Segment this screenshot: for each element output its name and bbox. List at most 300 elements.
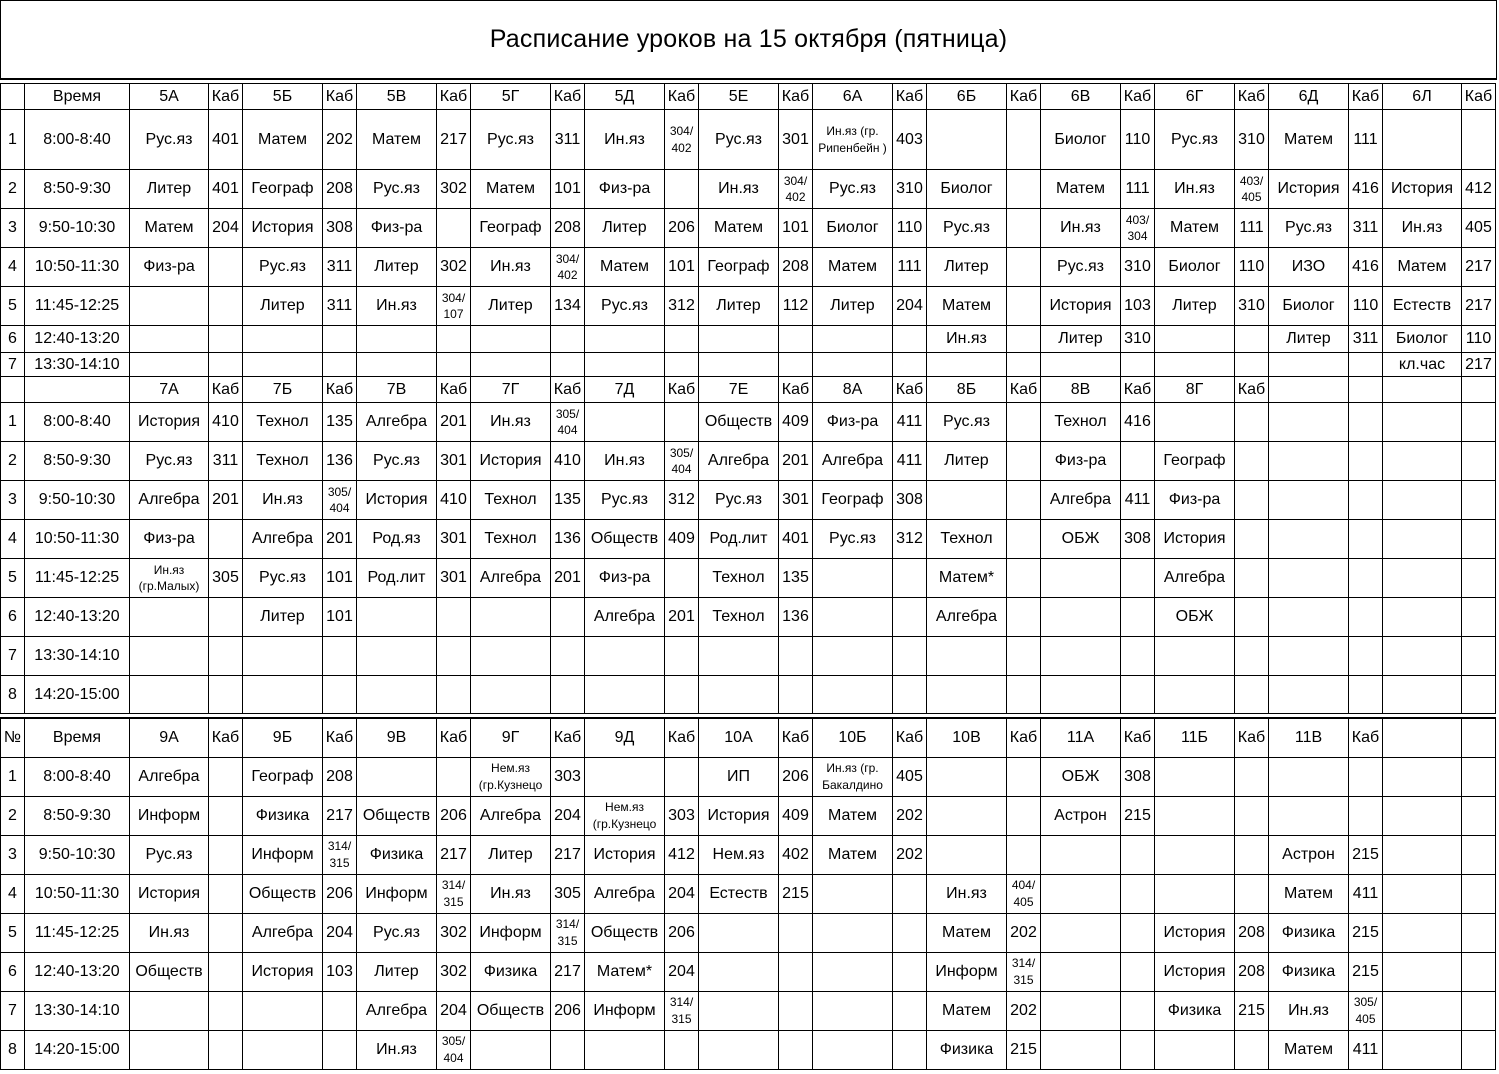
room-cell (779, 991, 813, 1030)
subject-cell: 7Б (243, 377, 323, 403)
subject-cell: 5Б (243, 84, 323, 110)
room-cell (1462, 637, 1496, 676)
room-cell: Каб (323, 718, 357, 757)
subject-cell: Ин.яз (585, 442, 665, 481)
subject-cell: ОБЖ (1041, 757, 1121, 796)
room-cell: 204 (665, 952, 699, 991)
room-cell: 304/ 107 (437, 287, 471, 326)
subject-cell: Матем (1269, 874, 1349, 913)
room-cell: Каб (779, 718, 813, 757)
subject-cell: 10А (699, 718, 779, 757)
subject-cell: Литер (927, 248, 1007, 287)
room-cell: 110 (1121, 110, 1155, 170)
subject-cell: 8Г (1155, 377, 1235, 403)
subject-cell: Рус.яз (813, 170, 893, 209)
room-cell (1007, 209, 1041, 248)
subject-cell (1155, 874, 1235, 913)
room-cell (1462, 377, 1496, 403)
subject-cell: Физ-ра (357, 209, 437, 248)
room-cell: 401 (209, 110, 243, 170)
room-cell: Каб (779, 84, 813, 110)
room-cell (779, 326, 813, 353)
subject-cell: Алгебра (813, 442, 893, 481)
subject-cell: Рус.яз (130, 835, 209, 874)
room-cell (437, 598, 471, 637)
room-cell: 206 (551, 991, 585, 1030)
schedule-table-grades-5-8 (0, 83, 1496, 714)
subject-cell: Литер (927, 442, 1007, 481)
subject-cell (585, 326, 665, 353)
lesson-number-cell (1, 84, 25, 110)
room-cell: 305 (209, 559, 243, 598)
subject-cell (471, 1030, 551, 1069)
room-cell (1349, 676, 1383, 714)
subject-cell (699, 326, 779, 353)
room-cell: 215 (1349, 952, 1383, 991)
subject-cell (357, 676, 437, 714)
subject-cell (927, 481, 1007, 520)
subject-cell: 5Е (699, 84, 779, 110)
room-cell: 101 (665, 248, 699, 287)
subject-cell: Матем (1155, 209, 1235, 248)
subject-cell (1269, 598, 1349, 637)
room-cell (209, 757, 243, 796)
table-row (1, 952, 1496, 991)
subject-cell (585, 757, 665, 796)
subject-cell: История (1155, 952, 1235, 991)
room-cell (1007, 598, 1041, 637)
room-cell (665, 757, 699, 796)
room-cell (323, 1030, 357, 1069)
subject-cell (1041, 1030, 1121, 1069)
room-cell: Каб (1235, 84, 1269, 110)
time-cell: 11:45-12:25 (25, 559, 130, 598)
room-cell: 217 (1462, 287, 1496, 326)
room-cell (1235, 835, 1269, 874)
room-cell: 204 (893, 287, 927, 326)
room-cell: 101 (779, 209, 813, 248)
room-cell: 301 (779, 110, 813, 170)
room-cell (1349, 520, 1383, 559)
subject-cell: Алгебра (699, 442, 779, 481)
table-row (1, 991, 1496, 1030)
subject-cell: Рус.яз (699, 481, 779, 520)
room-cell (1007, 326, 1041, 353)
subject-cell (1155, 796, 1235, 835)
room-cell (893, 874, 927, 913)
room-cell: 305/ 405 (1349, 991, 1383, 1030)
subject-cell (471, 353, 551, 377)
subject-cell: Алгебра (471, 796, 551, 835)
subject-cell (699, 913, 779, 952)
subject-cell (585, 403, 665, 442)
room-cell: 103 (1121, 287, 1155, 326)
subject-cell: 8В (1041, 377, 1121, 403)
schedule-table-grades-9-11 (0, 717, 1496, 1070)
room-cell (1462, 718, 1496, 757)
subject-cell: Матем (1041, 170, 1121, 209)
room-cell: 302 (437, 952, 471, 991)
time-cell: 8:50-9:30 (25, 170, 130, 209)
subject-cell: Физика (357, 835, 437, 874)
subject-cell (1041, 559, 1121, 598)
room-cell (779, 637, 813, 676)
subject-cell: Технол (1041, 403, 1121, 442)
room-cell (209, 520, 243, 559)
subject-cell (130, 991, 209, 1030)
time-cell: 9:50-10:30 (25, 209, 130, 248)
table-row (1, 84, 1496, 110)
subject-cell (1269, 676, 1349, 714)
subject-cell (130, 287, 209, 326)
subject-cell: Рус.яз (243, 248, 323, 287)
room-cell (665, 326, 699, 353)
subject-cell: Ин.яз (585, 110, 665, 170)
room-cell (1235, 874, 1269, 913)
subject-cell: История (1155, 913, 1235, 952)
subject-cell: Физ-ра (130, 248, 209, 287)
lesson-number-cell: 8 (1, 1030, 25, 1069)
subject-cell (1155, 403, 1235, 442)
subject-cell: Физика (243, 796, 323, 835)
room-cell: Каб (1121, 377, 1155, 403)
lesson-number-cell: 7 (1, 991, 25, 1030)
subject-cell: Рус.яз (699, 110, 779, 170)
room-cell: 404/ 405 (1007, 874, 1041, 913)
room-cell: 403/ 405 (1235, 170, 1269, 209)
subject-cell: Рус.яз (357, 170, 437, 209)
subject-cell: Информ (927, 952, 1007, 991)
subject-cell: ИП (699, 757, 779, 796)
room-cell: 208 (779, 248, 813, 287)
room-cell (1462, 835, 1496, 874)
table-row (1, 326, 1496, 353)
subject-cell (585, 353, 665, 377)
room-cell (1007, 520, 1041, 559)
room-cell: 208 (1235, 913, 1269, 952)
room-cell: 403 (893, 110, 927, 170)
room-cell: 410 (551, 442, 585, 481)
subject-cell: 10Б (813, 718, 893, 757)
subject-cell: История (1041, 287, 1121, 326)
subject-cell: Матем* (927, 559, 1007, 598)
subject-cell: кл.час (1383, 353, 1462, 377)
table-row (1, 442, 1496, 481)
page-title: Расписание уроков на 15 октября (пятница) (489, 25, 1008, 53)
room-cell (1235, 559, 1269, 598)
subject-cell (243, 676, 323, 714)
room-cell (1349, 377, 1383, 403)
subject-cell: Алгебра (243, 913, 323, 952)
room-cell (1462, 757, 1496, 796)
room-cell: 314/ 315 (551, 913, 585, 952)
room-cell (1349, 796, 1383, 835)
room-cell (1235, 520, 1269, 559)
subject-cell: Физика (1269, 913, 1349, 952)
subject-cell (927, 110, 1007, 170)
room-cell (437, 676, 471, 714)
subject-cell: Рус.яз (1269, 209, 1349, 248)
room-cell: 303 (551, 757, 585, 796)
room-cell: 401 (209, 170, 243, 209)
room-cell: 204 (437, 991, 471, 1030)
room-cell: 101 (551, 170, 585, 209)
room-cell: 101 (323, 559, 357, 598)
subject-cell (1041, 676, 1121, 714)
subject-cell (927, 637, 1007, 676)
room-cell: 204 (323, 913, 357, 952)
subject-cell: История (1155, 520, 1235, 559)
room-cell (1462, 481, 1496, 520)
subject-cell: Обществ (130, 952, 209, 991)
subject-cell (471, 598, 551, 637)
subject-cell: Нем.яз (гр.Кузнецо (471, 757, 551, 796)
room-cell: 206 (665, 913, 699, 952)
subject-cell (1383, 991, 1462, 1030)
subject-cell: Географ (813, 481, 893, 520)
room-cell (1235, 796, 1269, 835)
table-row (1, 353, 1496, 377)
subject-cell: Ин.яз (130, 913, 209, 952)
room-cell (437, 209, 471, 248)
subject-cell (1269, 403, 1349, 442)
subject-cell (1383, 874, 1462, 913)
room-cell: 217 (551, 952, 585, 991)
subject-cell: Физ-ра (813, 403, 893, 442)
room-cell: 308 (893, 481, 927, 520)
room-cell: 301 (437, 559, 471, 598)
subject-cell (1383, 835, 1462, 874)
table-row (1, 676, 1496, 714)
subject-cell (1155, 835, 1235, 874)
lesson-number-cell: 8 (1, 676, 25, 714)
room-cell (1007, 835, 1041, 874)
room-cell: 302 (437, 913, 471, 952)
lesson-number-cell: 2 (1, 796, 25, 835)
room-cell: Каб (1007, 377, 1041, 403)
room-cell (323, 326, 357, 353)
subject-cell: История (130, 874, 209, 913)
room-cell (1121, 991, 1155, 1030)
subject-cell: 11А (1041, 718, 1121, 757)
subject-cell: Рус.яз (357, 442, 437, 481)
room-cell (551, 637, 585, 676)
subject-cell (1269, 637, 1349, 676)
room-cell (665, 559, 699, 598)
subject-cell (1041, 952, 1121, 991)
subject-cell: Матем (927, 913, 1007, 952)
subject-cell (1383, 718, 1462, 757)
room-cell: Каб (437, 718, 471, 757)
room-cell (209, 874, 243, 913)
lesson-number-cell: 6 (1, 326, 25, 353)
room-cell (1235, 757, 1269, 796)
subject-cell: Естеств (699, 874, 779, 913)
subject-cell (813, 913, 893, 952)
table-row (1, 287, 1496, 326)
subject-cell: Биолог (1269, 287, 1349, 326)
subject-cell: Ин.яз (гр.Малых) (130, 559, 209, 598)
subject-cell: Алгебра (243, 520, 323, 559)
subject-cell: Рус.яз (927, 209, 1007, 248)
subject-cell: История (357, 481, 437, 520)
room-cell (209, 353, 243, 377)
subject-cell: 8А (813, 377, 893, 403)
subject-cell: Обществ (699, 403, 779, 442)
subject-cell: Литер (357, 952, 437, 991)
subject-cell: Физика (1269, 952, 1349, 991)
room-cell: 136 (323, 442, 357, 481)
room-cell: 110 (1462, 326, 1496, 353)
room-cell (1121, 874, 1155, 913)
subject-cell (813, 637, 893, 676)
time-cell: 12:40-13:20 (25, 598, 130, 637)
room-cell: 308 (323, 209, 357, 248)
lesson-number-cell: 3 (1, 835, 25, 874)
room-cell (893, 676, 927, 714)
room-cell (323, 353, 357, 377)
subject-cell: 8Б (927, 377, 1007, 403)
room-cell (665, 1030, 699, 1069)
lesson-number-cell: 5 (1, 287, 25, 326)
room-cell (1121, 353, 1155, 377)
subject-cell: Рус.яз (1041, 248, 1121, 287)
room-cell: 305/ 404 (323, 481, 357, 520)
subject-cell (357, 353, 437, 377)
subject-cell: Рус.яз (243, 559, 323, 598)
subject-cell (1383, 403, 1462, 442)
subject-cell: ОБЖ (1155, 598, 1235, 637)
room-cell (1462, 442, 1496, 481)
subject-cell (813, 598, 893, 637)
subject-cell (357, 598, 437, 637)
subject-cell (471, 676, 551, 714)
subject-cell: Информ (243, 835, 323, 874)
time-cell: 8:50-9:30 (25, 442, 130, 481)
room-cell: Каб (1462, 84, 1496, 110)
room-cell: Каб (323, 84, 357, 110)
subject-cell: Матем (813, 835, 893, 874)
subject-cell: 9В (357, 718, 437, 757)
subject-cell: Алгебра (585, 598, 665, 637)
room-cell (1007, 403, 1041, 442)
subject-cell (699, 637, 779, 676)
room-cell: 311 (551, 110, 585, 170)
room-cell: 111 (1349, 110, 1383, 170)
room-cell: 301 (437, 520, 471, 559)
subject-cell: 9Г (471, 718, 551, 757)
room-cell (665, 170, 699, 209)
room-cell: 314/ 315 (665, 991, 699, 1030)
room-cell: Каб (209, 718, 243, 757)
lesson-number-cell: 1 (1, 757, 25, 796)
subject-cell (471, 637, 551, 676)
time-cell: 10:50-11:30 (25, 520, 130, 559)
room-cell: 403/ 304 (1121, 209, 1155, 248)
room-cell: 412 (1462, 170, 1496, 209)
table-row (1, 913, 1496, 952)
subject-cell: Алгебра (130, 481, 209, 520)
room-cell: 201 (665, 598, 699, 637)
subject-cell: Ин.яз (243, 481, 323, 520)
room-cell: 304/ 402 (551, 248, 585, 287)
subject-cell: Ин.яз (гр. Рипенбейн ) (813, 110, 893, 170)
room-cell (665, 403, 699, 442)
subject-cell (1383, 110, 1462, 170)
subject-cell: ОБЖ (1041, 520, 1121, 559)
room-cell: 217 (323, 796, 357, 835)
room-cell: 201 (209, 481, 243, 520)
room-cell: 206 (665, 209, 699, 248)
subject-cell (1041, 598, 1121, 637)
subject-cell (813, 676, 893, 714)
room-cell: 201 (551, 559, 585, 598)
room-cell: Каб (893, 377, 927, 403)
subject-cell: История (1269, 170, 1349, 209)
room-cell (1462, 913, 1496, 952)
room-cell: 412 (665, 835, 699, 874)
subject-cell (1383, 481, 1462, 520)
room-cell: 111 (1121, 170, 1155, 209)
room-cell (209, 326, 243, 353)
subject-cell (1041, 874, 1121, 913)
room-cell (893, 598, 927, 637)
subject-cell (1269, 442, 1349, 481)
subject-cell (699, 991, 779, 1030)
room-cell (1349, 403, 1383, 442)
subject-cell: Ин.яз (1041, 209, 1121, 248)
subject-cell: Естеств (1383, 287, 1462, 326)
subject-cell: Географ (243, 170, 323, 209)
subject-cell (1383, 442, 1462, 481)
room-cell: 215 (1007, 1030, 1041, 1069)
subject-cell (357, 637, 437, 676)
room-cell (1462, 874, 1496, 913)
room-cell: 136 (551, 520, 585, 559)
room-cell: 134 (551, 287, 585, 326)
table-row (1, 796, 1496, 835)
subject-cell: 9А (130, 718, 209, 757)
subject-cell: Матем (1269, 1030, 1349, 1069)
subject-cell (1269, 520, 1349, 559)
room-cell: 308 (1121, 520, 1155, 559)
subject-cell (1383, 796, 1462, 835)
subject-cell (927, 353, 1007, 377)
subject-cell: История (471, 442, 551, 481)
subject-cell: 9Д (585, 718, 665, 757)
subject-cell: Ин.яз (1155, 170, 1235, 209)
subject-cell: Матем (813, 796, 893, 835)
room-cell: 312 (893, 520, 927, 559)
time-cell: 11:45-12:25 (25, 287, 130, 326)
subject-cell: Ин.яз (357, 287, 437, 326)
subject-cell: Рус.яз (130, 110, 209, 170)
time-cell: Время (25, 718, 130, 757)
room-cell: 416 (1121, 403, 1155, 442)
table-row (1, 559, 1496, 598)
subject-cell (1383, 520, 1462, 559)
subject-cell: Матем (357, 110, 437, 170)
subject-cell: Ин.яз (1383, 209, 1462, 248)
subject-cell: Технол (927, 520, 1007, 559)
subject-cell: Астрон (1041, 796, 1121, 835)
subject-cell: История (243, 952, 323, 991)
subject-cell (243, 637, 323, 676)
room-cell: 416 (1349, 248, 1383, 287)
room-cell: Каб (209, 84, 243, 110)
room-cell (893, 952, 927, 991)
room-cell: 110 (1235, 248, 1269, 287)
